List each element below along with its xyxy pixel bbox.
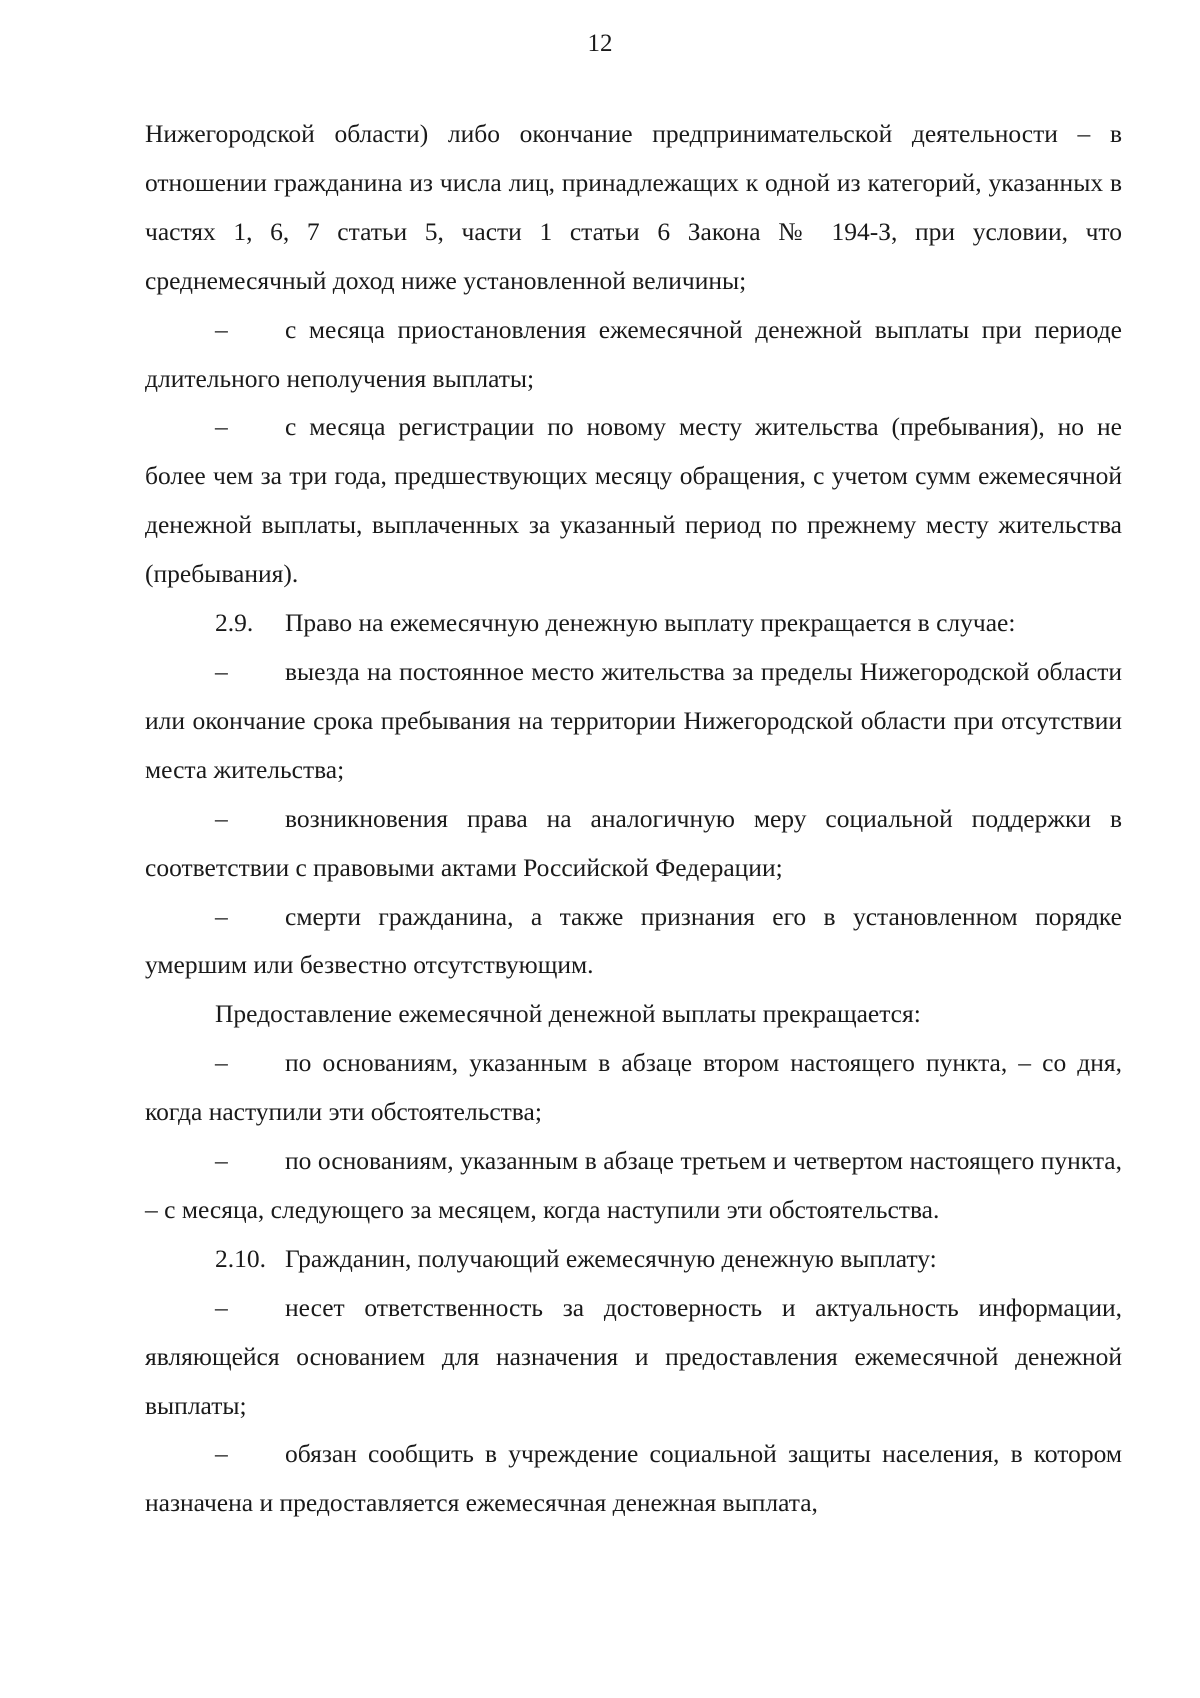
item-text: возникновения права на аналогичную меру социальной поддержки в соответствии с правовыми актами Российской Федерации; (145, 803, 1122, 882)
item-number: 2.9. (215, 608, 254, 638)
dash-marker: – (215, 1048, 228, 1078)
item-text: с месяца регистрации по новому месту жительства (пребывания), но не более чем за три года, предшествующих месяцу обращения, с учетом сумм ежемесячной денежной выплаты, выплаченных за указанный период по прежнему месту жительства (пребывания). (145, 412, 1122, 589)
item-text: несет ответственность за достоверность и актуальность информации, являющейся основанием для назначения и предоставления ежемесячной денежной выплаты; (145, 1292, 1122, 1420)
item-text: смерти гражданина, а также признания его в установленном порядке умершим или безвестно отсутствующим. (145, 901, 1122, 980)
item-text: Право на ежемесячную денежную выплату прекращается в случае: (285, 608, 1016, 638)
item-text: Гражданин, получающий ежемесячную денежную выплату: (285, 1243, 937, 1273)
page-number: 12 (587, 30, 613, 57)
paragraph: Предоставление ежемесячной денежной выплаты прекращается: (215, 999, 921, 1029)
numbered-paragraph (145, 1235, 1122, 1284)
item-number: 2.10. (215, 1243, 266, 1273)
dash-marker: – (215, 1292, 228, 1322)
dash-marker: – (215, 656, 228, 686)
item-text: по основаниям, указанным в абзаце втором настоящего пункта, – со дня, когда наступили эти обстоятельства; (145, 1048, 1122, 1127)
item-text: с месяца приостановления ежемесячной денежной выплаты при периоде длительного неполучения выплаты; (145, 314, 1122, 393)
item-text: обязан сообщить в учреждение социальной защиты населения, в котором назначена и предоставляется ежемесячная денежная выплата, (145, 1439, 1122, 1518)
dash-marker: – (215, 1439, 228, 1469)
list-item (145, 795, 1122, 893)
dash-marker: – (215, 901, 228, 931)
list-item (145, 403, 1122, 599)
list-item (145, 306, 1122, 404)
list-item (145, 648, 1122, 795)
dash-marker: – (215, 412, 228, 442)
item-text: выезда на постоянное место жительства за пределы Нижегородской области или окончание срока пребывания на территории Нижегородской области при отсутствии места жительства; (145, 656, 1122, 784)
dash-marker: – (215, 314, 228, 344)
dash-marker: – (215, 803, 228, 833)
list-item (145, 893, 1122, 991)
list-item (145, 1430, 1122, 1528)
document-body (145, 110, 1122, 1528)
dash-marker: – (215, 1146, 228, 1176)
paragraph: Нижегородской области) либо окончание предпринимательской деятельности – в отношении гражданина из числа лиц, принадлежащих к одной из категорий, указанных в частях 1, 6, 7 статьи 5, части 1 статьи 6 Закона № 194-З, при условии, что среднемесячный доход ниже установленной величины; (145, 119, 1122, 295)
list-item (145, 1137, 1122, 1235)
item-text: по основаниям, указанным в абзаце третьем и четвертом настоящего пункта, – с месяца, следующего за месяцем, когда наступили эти обстоятельства. (145, 1146, 1122, 1224)
list-item (145, 1039, 1122, 1137)
list-item (145, 1284, 1122, 1431)
numbered-paragraph (145, 599, 1122, 648)
